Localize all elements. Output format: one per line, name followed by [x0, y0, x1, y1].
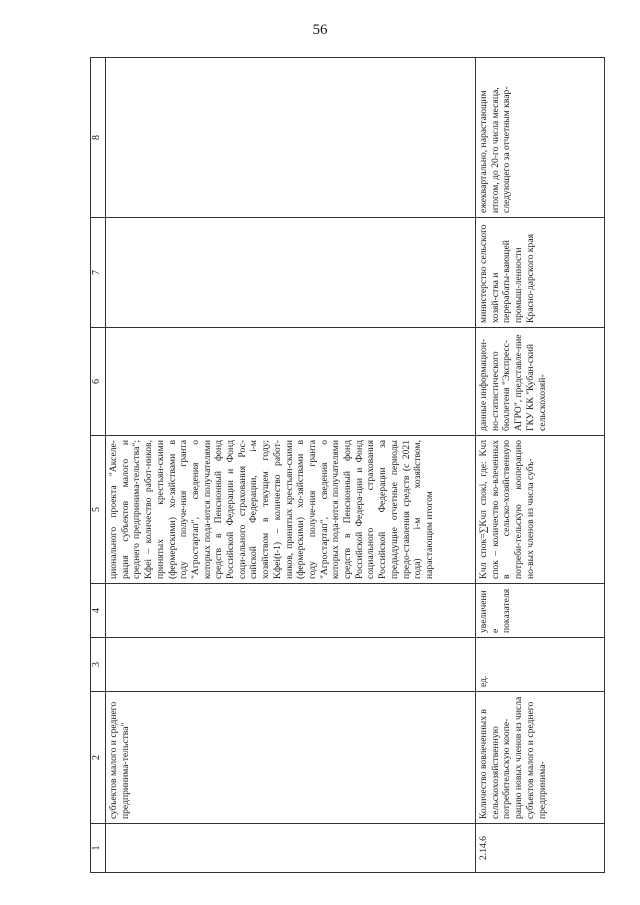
table-row — [476, 58, 605, 873]
header-col-6: 6 — [91, 328, 106, 436]
trend-cell: увеличение показателя — [476, 584, 605, 638]
source-cell: данные информацион-но-статистического бюллетеня "Экспресс-АГРО", представле-ние ГКУ КК "Кубан-ский сельскохозяй- — [476, 328, 605, 436]
responsible-cell — [106, 218, 476, 328]
method-cell: ционального проекта "Акселе-рация субъектов малого и среднего предпринима-тельства"; Kфеi – количество работ-ников, принятых крестьян-скими (фермерскими) хо-зяйствами в году получе-ния гранта "Агростартап", сведения о которых пода-ются получателями средств в Пенсионный фонд Российской Федерации и Фонд соци-ального страхования Рос-сийской Федерации, i-м хозяйством в текущем году; Kфеi(t-1) – количество работ-ников, принятых крестьян-скими (фермерскими) хо-зяйствами в году получе-ния гранта "Агростартап", сведения о которых пода-ются получателями средств в Пенсионный фонд Российской Федера-ции и Фонд социального страхования Российской Федерации за предыдущие отчетные периоды предо-ставления средств (с 2021 года) i-м хозяйством, нарастающим итогом — [106, 436, 476, 584]
table-row — [106, 58, 476, 873]
header-col-4: 4 — [91, 584, 106, 638]
header-col-5: 5 — [91, 436, 106, 584]
trend-cell — [106, 584, 476, 638]
period-cell — [106, 58, 476, 218]
header-col-7: 7 — [91, 218, 106, 328]
header-col-3: 3 — [91, 638, 106, 692]
document-frame — [90, 58, 605, 873]
unit-cell: ед. — [476, 638, 605, 692]
row-number-cell: 2.14.6 — [476, 824, 605, 873]
header-col-1: 1 — [91, 824, 106, 873]
indicator-name-cell: Количество вовлеченных в сельскохозяйственную потребительскую коопе-рацию новых членов из числа субъектов малого и среднего предпринима- — [476, 692, 605, 824]
method-cell: Kчл спок=∑Kчл спокi, где: Kчл спок – количество во-влеченных в сельско-хозяйственную потреби-тельскую кооперацию но-вых членов из числа субъ- — [476, 436, 605, 584]
row-number-cell — [106, 824, 476, 873]
indicators-table — [90, 57, 605, 873]
unit-cell — [106, 638, 476, 692]
source-cell — [106, 328, 476, 436]
header-col-2: 2 — [91, 692, 106, 824]
indicator-name-cell: субъектов малого и среднего предпринима-тельства" — [106, 692, 476, 824]
header-col-8: 8 — [91, 58, 106, 218]
header-row — [91, 58, 106, 873]
period-cell: ежеквартально, нарастающим итогом, до 20-го числа месяца, следующего за отчетным квар- — [476, 58, 605, 218]
rotated-table-wrapper — [90, 58, 605, 873]
responsible-cell: министерство сельского хозяй-ства и перерабаты-вающей промыш-ленности Красно-дарского края — [476, 218, 605, 328]
page-number: 56 — [312, 22, 328, 38]
